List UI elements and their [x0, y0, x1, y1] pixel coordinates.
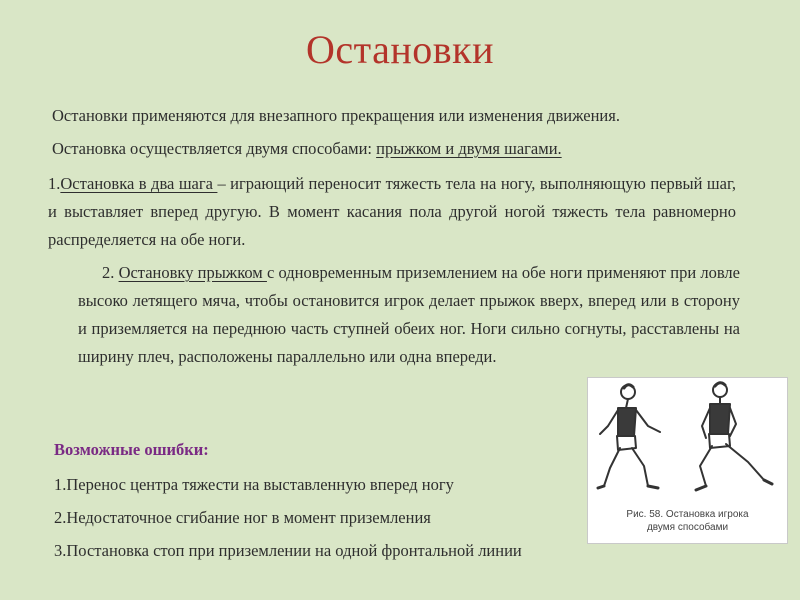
error-item: 2.Недостаточное сгибание ног в момент приземления: [54, 508, 431, 527]
item-two-underlined: Остановку прыжком: [118, 263, 267, 282]
slide-title: Остановки: [306, 27, 494, 72]
players-illustration: [588, 378, 787, 508]
figure-caption: [588, 508, 787, 534]
item-one-text: – играющий переносит тяжесть тела на ногу, выполняющую первый шаг, и выставляет вперед другую. В момент касания пола другой ногой тяжесть тела равномерно распределяется на обе ноги.: [48, 174, 736, 249]
item-two-text: с одновременным приземлением на обе ноги применяют при ловле высоко летящего мяча, чтобы остановится игрок делает прыжок вверх, вперед или в сторону и приземляется на переднюю часть ступней обеих ног. Ноги сильно согнуты, расставлены на ширину плеч, расположены параллельно или одна впереди.: [78, 263, 740, 366]
player-left-figure: [598, 385, 660, 488]
item-two-number: 2.: [102, 263, 119, 282]
methods-underlined: прыжком и двумя шагами.: [376, 139, 562, 158]
error-item: 1.Перенос центра тяжести на выставленную вперед ногу: [54, 475, 454, 494]
player-right-figure: [696, 383, 772, 490]
figure-caption-line2: двумя способами: [646, 522, 729, 533]
item-one-number: 1.: [48, 174, 61, 193]
error-item: 3.Постановка стоп при приземлении на одной фронтальной линии: [54, 541, 522, 560]
figure-caption-line1: Рис. 58. Остановка игрока: [626, 509, 749, 520]
methods-prefix: Остановка осуществляется двумя способами:: [52, 139, 377, 158]
item-one-underlined: Остановка в два шага: [60, 174, 218, 193]
figure-players: [587, 377, 788, 544]
methods-paragraph: [52, 135, 752, 163]
intro-paragraph: Остановки применяются для внезапного прекращения или изменения движения.: [52, 106, 620, 125]
item-one-paragraph: [48, 170, 736, 254]
item-two-paragraph: [78, 259, 740, 371]
errors-heading: Возможные ошибки:: [54, 440, 209, 459]
